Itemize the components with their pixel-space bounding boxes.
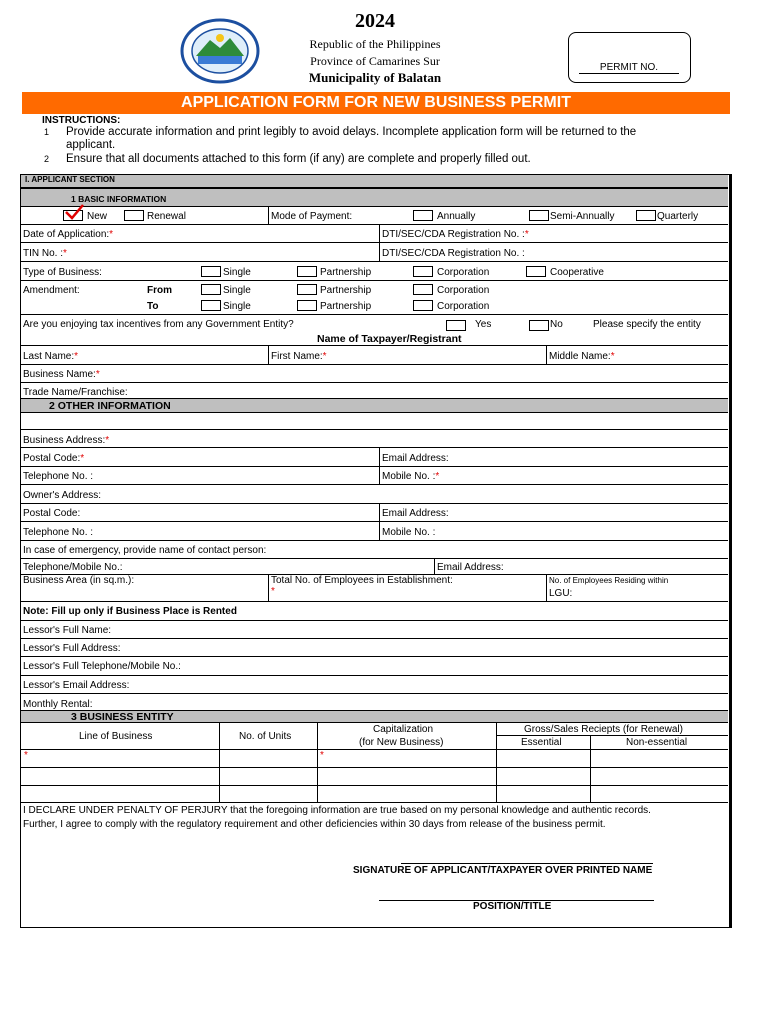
lessor-email-label: Lessor's Email Address:	[23, 680, 130, 691]
divider	[590, 768, 591, 786]
single-checkbox[interactable]	[201, 266, 221, 277]
permit-number-box[interactable]	[568, 32, 691, 83]
to-corporation-label: Corporation	[437, 301, 490, 312]
divider	[317, 723, 318, 750]
divider	[496, 768, 497, 786]
owner-address-row[interactable]	[21, 485, 728, 504]
specify-entity-label: Please specify the entity	[593, 319, 701, 330]
renewal-checkbox[interactable]	[124, 210, 144, 221]
to-single-label: Single	[223, 301, 251, 312]
republic-line: Republic of the Philippines	[309, 37, 441, 51]
from-single-checkbox[interactable]	[201, 284, 221, 295]
amendment-from-row	[21, 281, 728, 298]
divider	[317, 786, 318, 803]
essential-header: Essential	[521, 737, 562, 748]
divider	[546, 346, 547, 365]
rented-note: Note: Fill up only if Business Place is Rented	[23, 606, 237, 617]
divider	[496, 786, 497, 803]
divider	[496, 735, 728, 736]
owner-telephone-label: Telephone No. :	[23, 527, 94, 538]
lessor-name-label: Lessor's Full Name:	[23, 625, 112, 636]
to-partnership-label: Partnership	[320, 301, 372, 312]
tin-label: TIN No. :*	[23, 248, 67, 259]
owner-postal-row[interactable]	[21, 504, 728, 522]
required-mark: *	[271, 586, 275, 597]
business-phone-row[interactable]	[21, 467, 728, 485]
divider	[590, 786, 591, 803]
lessor-phone-label: Lessor's Full Telephone/Mobile No.:	[23, 661, 181, 672]
divider	[379, 243, 380, 262]
basic-information-title: 1 BASIC INFORMATION	[71, 194, 167, 204]
amendment-label: Amendment:	[23, 285, 80, 296]
divider	[496, 723, 497, 750]
type-of-business-row	[21, 262, 728, 281]
tax-yes-label: Yes	[475, 319, 492, 330]
business-name-label: Business Name:*	[23, 369, 100, 380]
emergency-contact-row[interactable]	[21, 541, 728, 559]
instructions-title: INSTRUCTIONS:	[42, 115, 121, 126]
required-mark: *	[24, 750, 28, 761]
total-employees-label: Total No. of Employees in Establishment:	[271, 575, 453, 586]
annually-checkbox[interactable]	[413, 210, 433, 221]
mode-of-payment-label: Mode of Payment:	[271, 211, 353, 222]
business-entity-table-row[interactable]	[21, 768, 728, 786]
corporation-checkbox[interactable]	[413, 266, 433, 277]
instruction-item	[44, 153, 676, 166]
divider	[379, 522, 380, 541]
business-entity-header	[21, 710, 728, 723]
tax-no-checkbox[interactable]	[529, 320, 549, 331]
emergency-phone-label: Telephone/Mobile No.:	[23, 562, 123, 573]
divider	[219, 786, 220, 803]
other-information-header	[21, 398, 728, 413]
divider	[379, 448, 380, 467]
line-of-business-header: Line of Business	[79, 731, 153, 742]
from-corporation-label: Corporation	[437, 285, 490, 296]
owner-address-label: Owner's Address:	[23, 490, 102, 501]
divider	[268, 207, 269, 225]
amendment-from-label: From	[147, 285, 172, 296]
type-of-business-label: Type of Business:	[23, 267, 102, 278]
to-partnership-checkbox[interactable]	[297, 300, 317, 311]
tax-incentives-question: Are you enjoying tax incentives from any Government Entity?	[23, 319, 294, 330]
dti-registration-label-2: DTI/SEC/CDA Registration No. :	[382, 248, 525, 259]
from-partnership-checkbox[interactable]	[297, 284, 317, 295]
quarterly-label: Quarterly	[657, 211, 699, 222]
middle-name-label: Middle Name:*	[549, 351, 615, 362]
monthly-rental-row[interactable]	[21, 694, 728, 710]
last-name-label: Last Name:*	[23, 351, 79, 362]
business-entity-title: 3 BUSINESS ENTITY	[71, 711, 174, 723]
from-corporation-checkbox[interactable]	[413, 284, 433, 295]
taxpayer-name-row[interactable]	[21, 346, 728, 365]
quarterly-checkbox[interactable]	[636, 210, 656, 221]
emergency-contact-label: In case of emergency, provide name of contact person:	[23, 545, 267, 556]
owner-email-label: Email Address:	[382, 508, 449, 519]
divider	[219, 768, 220, 786]
divider	[219, 750, 220, 768]
single-label: Single	[223, 267, 251, 278]
amendment-to-label: To	[147, 301, 159, 312]
annually-label: Annually	[437, 211, 476, 222]
business-address-label: Business Address:*	[23, 435, 110, 446]
basic-information-header	[21, 188, 728, 207]
municipality-line: Municipality of Balatan	[308, 70, 442, 85]
corporation-label: Corporation	[437, 267, 490, 278]
lessor-phone-row[interactable]	[21, 657, 728, 676]
amendment-to-row	[21, 298, 728, 315]
divider	[590, 750, 591, 768]
instruction-text: Ensure that all documents attached to this form (if any) are complete and properly filled out.	[66, 153, 531, 165]
province-line: Province of Camarines Sur	[310, 54, 440, 68]
divider	[317, 768, 318, 786]
dti-registration-label: DTI/SEC/CDA Registration No. :*	[382, 229, 529, 240]
rented-note-row	[21, 602, 728, 621]
other-information-title: 2 OTHER INFORMATION	[49, 400, 171, 412]
capitalization-subheader: (for New Business)	[359, 737, 444, 748]
instruction-number: 1	[44, 127, 50, 137]
signature-line[interactable]	[401, 863, 653, 864]
semi-annually-label: Semi-Annually	[550, 211, 615, 222]
emergency-email-label: Email Address:	[437, 562, 504, 573]
semi-annually-checkbox[interactable]	[529, 210, 549, 221]
tax-incentives-row	[21, 315, 728, 332]
divider	[379, 225, 380, 243]
divider	[496, 750, 497, 768]
cooperative-checkbox[interactable]	[526, 266, 546, 277]
permit-number-label: PERMIT NO.	[579, 62, 679, 74]
form-year: 2024	[355, 10, 395, 32]
required-mark: *	[320, 750, 324, 761]
checkmark-icon	[63, 204, 85, 220]
divider	[268, 346, 269, 365]
trade-name-row[interactable]	[21, 383, 728, 398]
blank-row[interactable]	[21, 413, 728, 430]
tax-no-label: No	[550, 319, 563, 330]
municipal-seal-logo	[180, 18, 260, 84]
lessor-email-row[interactable]	[21, 676, 728, 694]
divider	[317, 750, 318, 768]
email-address-label: Email Address:	[382, 453, 449, 464]
lessor-name-row[interactable]	[21, 621, 728, 639]
partnership-label: Partnership	[320, 267, 372, 278]
new-label: New	[87, 211, 108, 222]
employees-residing-label: No. of Employees Residing within	[549, 576, 669, 585]
business-entity-table-row[interactable]	[21, 750, 728, 768]
divider	[219, 723, 220, 750]
lessor-address-label: Lessor's Full Address:	[23, 643, 121, 654]
capitalization-header: Capitalization	[373, 724, 434, 735]
date-of-application-label: Date of Application:*	[23, 229, 114, 240]
business-name-row[interactable]	[21, 365, 728, 383]
postal-code-label: Postal Code:*	[23, 453, 85, 464]
taxpayer-name-header-row	[21, 332, 728, 346]
divider	[379, 504, 380, 522]
tin-row[interactable]	[21, 243, 728, 262]
employees-residing-lgu-label: LGU:	[549, 588, 573, 599]
application-type-row	[21, 207, 728, 225]
partnership-checkbox[interactable]	[297, 266, 317, 277]
from-partnership-label: Partnership	[320, 285, 372, 296]
business-area-label: Business Area (in sq.m.):	[23, 575, 135, 586]
non-essential-header: Non-essential	[626, 737, 688, 748]
instruction-text: Provide accurate information and print legibly to avoid delays. Incomplete application form will be returned to the applicant.	[66, 126, 637, 151]
divider	[434, 559, 435, 575]
to-corporation-checkbox[interactable]	[413, 300, 433, 311]
owner-postal-code-label: Postal Code:	[23, 508, 81, 519]
lessor-address-row[interactable]	[21, 639, 728, 657]
application-form	[20, 174, 732, 928]
divider	[546, 575, 547, 602]
no-of-units-header: No. of Units	[239, 731, 292, 742]
divider	[379, 467, 380, 485]
owner-mobile-label: Mobile No. :	[382, 527, 436, 538]
gross-sales-header: Gross/Sales Reciepts (for Renewal)	[524, 724, 683, 735]
position-title-label: POSITION/TITLE	[473, 901, 552, 912]
from-single-label: Single	[223, 285, 251, 296]
applicant-section-title: I. APPLICANT SECTION	[25, 175, 115, 184]
form-title-banner: APPLICATION FORM FOR NEW BUSINESS PERMIT	[22, 92, 730, 114]
first-name-label: First Name:*	[271, 351, 327, 362]
divider	[268, 575, 269, 602]
business-postal-row[interactable]	[21, 448, 728, 467]
perjury-declaration: I DECLARE UNDER PENALTY OF PERJURY that the foregoing information are true based on my personal knowledge and authentic records. Further, I agree to comply with the regulatory requirement and other deficiencies within 30 days from release of the business permit.	[23, 805, 651, 830]
emergency-phone-row[interactable]	[21, 559, 728, 575]
telephone-label: Telephone No. :	[23, 471, 94, 482]
taxpayer-name-header: Name of Taxpayer/Registrant	[317, 333, 462, 345]
business-entity-table-row[interactable]	[21, 786, 728, 803]
signature-label: SIGNATURE OF APPLICANT/TAXPAYER OVER PRINTED NAME	[353, 865, 653, 876]
business-address-row[interactable]	[21, 430, 728, 448]
applicant-section-header	[21, 175, 728, 188]
business-area-row[interactable]	[21, 575, 728, 602]
monthly-rental-label: Monthly Rental:	[23, 699, 93, 710]
divider	[590, 735, 591, 750]
instruction-number: 2	[44, 154, 50, 164]
trade-name-label: Trade Name/Franchise:	[23, 387, 128, 398]
instruction-item	[44, 126, 676, 152]
to-single-checkbox[interactable]	[201, 300, 221, 311]
tax-yes-checkbox[interactable]	[446, 320, 466, 331]
owner-phone-row[interactable]	[21, 522, 728, 541]
cooperative-label: Cooperative	[550, 267, 604, 278]
renewal-label: Renewal	[147, 211, 186, 222]
date-application-row[interactable]	[21, 225, 728, 243]
business-entity-table-header	[21, 723, 728, 750]
mobile-label: Mobile No. :*	[382, 471, 440, 482]
